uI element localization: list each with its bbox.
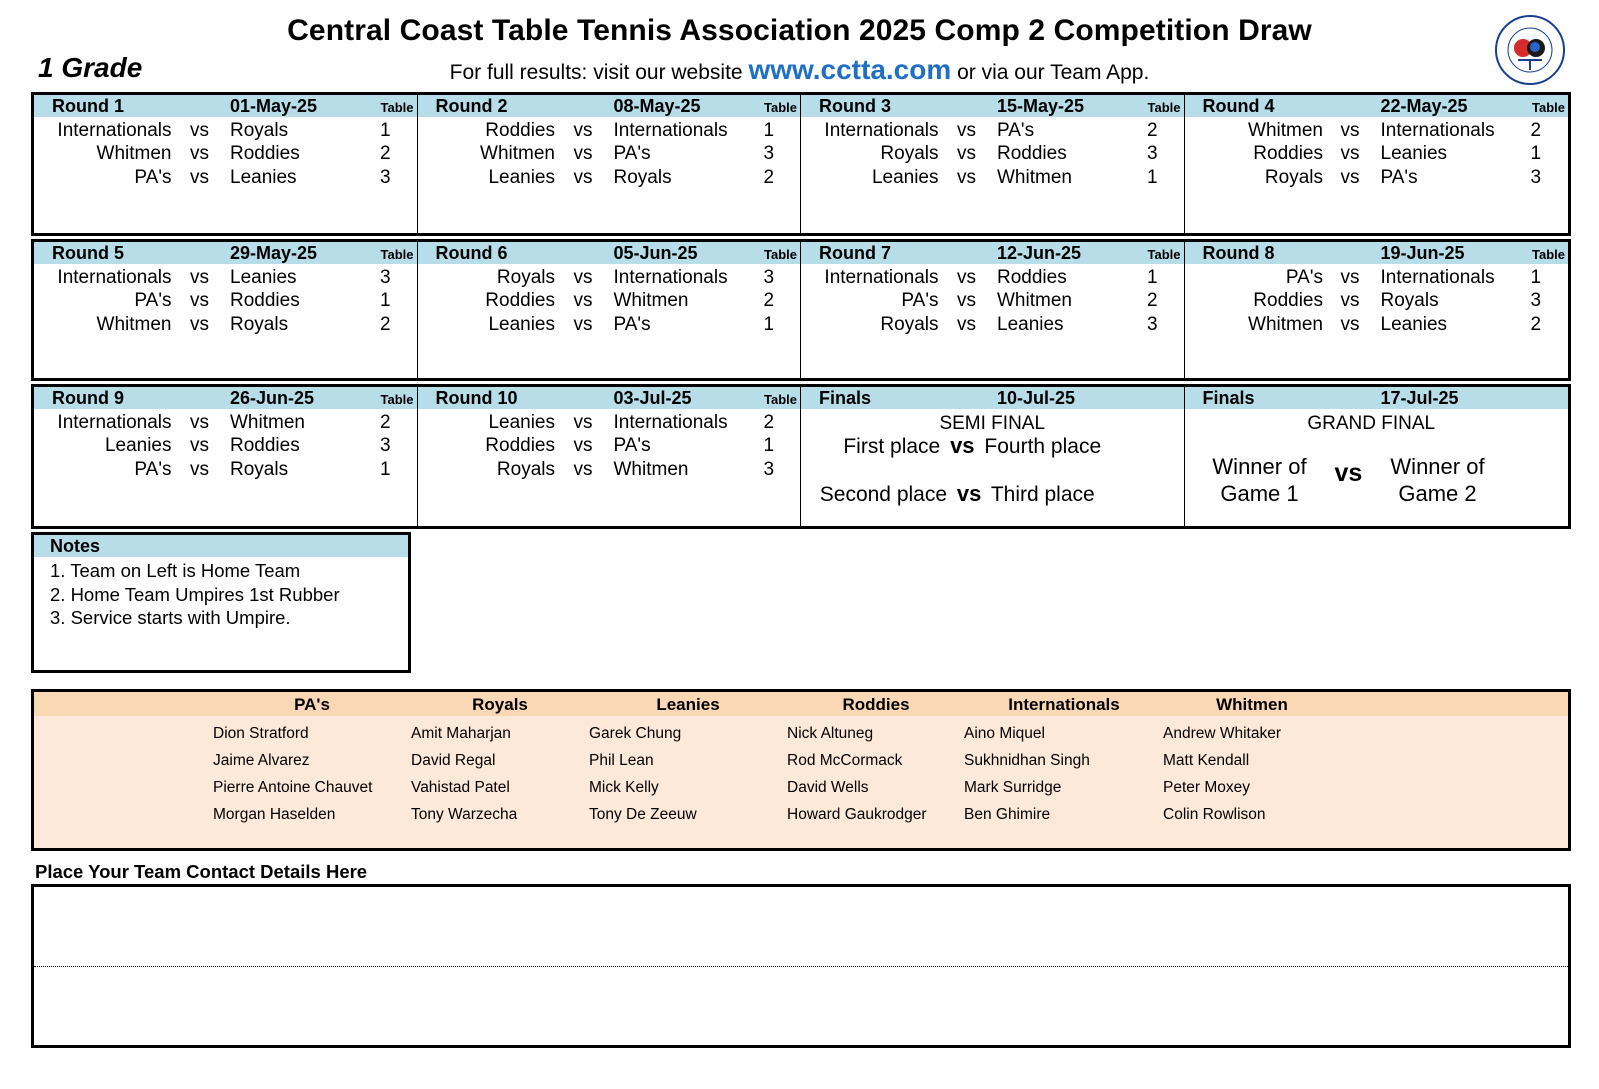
gf-left-line1: Winner of [1212,454,1307,479]
away-team: Roddies [997,143,1067,164]
home-team: Royals [496,267,555,288]
player-name: Mick Kelly [589,779,659,796]
home-team: PA's [1285,267,1323,288]
round-cell [1185,242,1569,378]
match-row [34,290,417,312]
vs-label: vs [957,314,976,335]
away-team: PA's [613,435,651,456]
vs-label: vs [573,435,593,456]
table-column-label: Table [380,392,414,407]
semi-final-title: SEMI FINAL [939,413,1046,434]
table-column-label: Table [1147,100,1181,115]
player-name: Tony Warzecha [411,806,518,823]
round-header [1185,95,1569,117]
table-number: 3 [763,143,775,164]
away-team: Whitmen [613,459,689,480]
round-cell [34,242,418,378]
rounds-row-3 [31,384,1571,529]
vs-label: vs [190,120,209,141]
team-name: Roddies [842,695,910,714]
round-cell [801,95,1185,233]
player-name: Nick Altuneg [787,725,874,742]
table-column-label: Table [764,247,797,262]
away-team: PA's [997,120,1035,141]
player-name: David Regal [411,752,496,769]
match-row [34,167,417,189]
round-date: 29-May-25 [230,243,318,263]
table-number: 2 [380,143,391,164]
grade-label: 1 Grade [38,52,143,83]
away-team: PA's [613,143,651,164]
vs-label: vs [957,290,976,311]
team-rosters [31,689,1571,851]
semi-final-cell [801,387,1185,526]
match-row [418,143,801,165]
home-team: Roddies [1253,143,1323,164]
table-number: 3 [1530,167,1542,188]
round-date: 12-Jun-25 [997,243,1082,263]
table-number: 3 [1147,143,1158,164]
away-team: Whitmen [230,412,305,433]
vs-label: vs [573,267,593,288]
contact-label: Place Your Team Contact Details Here [35,861,368,882]
player-name: Garek Chung [589,725,682,742]
home-team: PA's [134,167,172,188]
website-suffix: or via our Team App. [957,61,1150,84]
home-team: Whitmen [96,143,172,164]
grand-final-right [1373,453,1503,507]
game2-left: Second place [819,483,948,506]
finals-label: Finals [1202,388,1255,408]
gf-right-line1: Winner of [1390,454,1485,479]
player-name: Ben Ghimire [964,806,1051,823]
vs-label: vs [190,290,209,311]
table-column-label: Table [764,392,797,407]
table-number: 2 [763,167,775,188]
gf-left-line2: Game 1 [1220,481,1299,506]
vs-label: vs [1340,143,1360,164]
round-cell [801,242,1185,378]
round-cell [418,387,802,526]
home-team: Roddies [1253,290,1323,311]
home-team: Internationals [824,267,939,288]
table-number: 1 [380,120,391,141]
team-name: Leanies [656,695,720,714]
table-number: 1 [1530,143,1542,164]
away-team: Roddies [997,267,1067,288]
table-number: 2 [763,412,775,433]
vs-label: vs [957,143,976,164]
away-team: Roddies [230,435,300,456]
round-label: Round 7 [819,243,891,263]
vs-label: vs [956,481,982,506]
finals-date: 10-Jul-25 [997,388,1076,408]
table-number: 1 [763,120,775,141]
match-row [1185,290,1569,312]
match-row [1185,143,1569,165]
round-header [801,387,1184,409]
match-row [34,267,417,289]
table-number: 1 [763,435,775,456]
round-label: Round 8 [1202,243,1275,263]
round-date: 03-Jul-25 [613,388,692,408]
table-number: 2 [763,290,775,311]
away-team: PA's [1380,167,1418,188]
round-label: Round 3 [819,96,891,116]
match-row [1185,267,1569,289]
home-team: Royals [880,143,939,164]
home-team: Royals [880,314,939,335]
round-date: 19-Jun-25 [1380,243,1465,263]
vs-label: vs [573,120,593,141]
notes-title: Notes [34,535,408,557]
semi-final-game-1 [801,433,1164,459]
away-team: Leanies [1380,143,1448,164]
round-header [1185,387,1569,409]
table-number: 1 [1530,267,1542,288]
player-name: Rod McCormack [787,752,903,769]
away-team: Royals [1380,290,1439,311]
away-team: Leanies [997,314,1064,335]
vs-label: vs [1340,120,1360,141]
page-title: Central Coast Table Tennis Association 2025 Comp 2 Competition Draw [287,14,1312,47]
vs-label: vs [190,412,209,433]
match-row [418,459,801,481]
away-team: Royals [613,167,672,188]
player-name: Phil Lean [589,752,654,769]
vs-label: vs [190,435,209,456]
vs-label: vs [950,433,975,458]
home-team: PA's [134,459,172,480]
vs-label: vs [1340,290,1360,311]
table-column-label: Table [764,100,797,115]
player-name: Jaime Alvarez [213,752,310,769]
player-name: Pierre Antoine Chauvet [213,779,373,796]
vs-label: vs [190,143,209,164]
cctta-logo-icon [1494,14,1566,86]
finals-date: 17-Jul-25 [1380,388,1459,408]
table-number: 1 [380,459,391,480]
home-team: Leanies [488,412,555,433]
table-column-label: Table [1147,247,1181,262]
table-number: 2 [1530,314,1542,335]
team-name: PA's [294,695,330,714]
match-row [34,120,417,142]
team-header-row [34,692,1568,716]
team-name: Internationals [1008,695,1120,714]
match-row [801,314,1184,336]
player-name: Mark Surridge [964,779,1062,796]
team-name: Royals [472,695,528,714]
away-team: PA's [613,314,651,335]
game1-left: First place [843,435,941,458]
table-number: 3 [380,267,391,288]
vs-label: vs [957,167,976,188]
vs-label: vs [190,167,209,188]
round-date: 15-May-25 [997,96,1085,116]
match-row [1185,167,1569,189]
round-date: 08-May-25 [613,96,701,116]
player-name: Tony De Zeeuw [589,806,697,823]
game2-right: Third place [990,483,1095,506]
table-number: 2 [380,412,391,433]
notes-box [31,532,411,673]
round-header [418,95,801,117]
match-row [801,120,1184,142]
player-name: Aino Miquel [964,725,1045,742]
round-label: Round 2 [435,96,508,116]
player-name: Peter Moxey [1163,779,1251,796]
away-team: Leanies [230,267,297,288]
round-label: Round 10 [435,388,518,408]
round-header [418,242,801,264]
away-team: Roddies [230,290,300,311]
home-team: Internationals [57,412,172,433]
home-team: Roddies [485,290,555,311]
round-header [801,95,1184,117]
player-name: David Wells [787,779,869,796]
vs-label: vs [1340,314,1360,335]
home-team: PA's [134,290,172,311]
away-team: Whitmen [997,167,1072,188]
round-cell [418,95,802,233]
home-team: Roddies [485,120,555,141]
away-team: Whitmen [613,290,689,311]
match-row [418,435,801,457]
player-name: Colin Rowlison [1163,806,1266,823]
round-date: 01-May-25 [230,96,318,116]
round-label: Round 9 [52,388,124,408]
table-number: 2 [1147,120,1158,141]
table-column-label: Table [1532,100,1565,115]
match-row [1185,314,1569,336]
match-row [418,290,801,312]
table-number: 2 [1147,290,1158,311]
round-header [1185,242,1569,264]
match-row [34,143,417,165]
table-number: 3 [763,459,775,480]
vs-label: vs [573,143,593,164]
table-number: 2 [1530,120,1542,141]
contact-divider [34,966,1568,967]
match-row [34,435,417,457]
player-name: Vahistad Patel [411,779,510,796]
semi-final-game-2 [801,481,1149,507]
round-header [418,387,801,409]
round-cell [34,95,418,233]
game1-right: Fourth place [984,435,1102,458]
home-team: Internationals [824,120,939,141]
grand-final-left [1195,453,1325,507]
table-number: 1 [763,314,775,335]
table-number: 1 [380,290,391,311]
round-header [34,95,417,117]
vs-label: vs [957,120,976,141]
away-team: Royals [230,459,289,480]
table-number: 1 [1147,267,1158,288]
match-row [801,267,1184,289]
match-row [801,167,1184,189]
round-header [34,387,417,409]
rounds-row-2 [31,239,1571,381]
round-label: Round 6 [435,243,508,263]
match-row [418,120,801,142]
away-team: Internationals [1380,267,1495,288]
round-date: 22-May-25 [1380,96,1468,116]
gf-right-line2: Game 2 [1398,481,1477,506]
home-team: Internationals [57,267,172,288]
round-cell [1185,95,1569,233]
away-team: Internationals [1380,120,1495,141]
match-row [801,290,1184,312]
vs-label: vs [190,459,209,480]
match-row [34,459,417,481]
home-team: Internationals [57,120,172,141]
away-team: Internationals [613,120,728,141]
away-team: Leanies [1380,314,1448,335]
table-column-label: Table [1532,247,1565,262]
finals-label: Finals [819,388,872,408]
note-item: 3. Service starts with Umpire. [50,607,291,628]
website-link[interactable]: www.cctta.com [748,54,952,85]
table-number: 3 [1530,290,1542,311]
website-line [0,54,1599,86]
round-date: 26-Jun-25 [230,388,315,408]
table-number: 1 [1147,167,1158,188]
away-team: Internationals [613,412,728,433]
away-team: Royals [230,120,289,141]
vs-label: vs [1334,459,1363,487]
grand-final-title: GRAND FINAL [1307,413,1436,434]
vs-label: vs [573,314,593,335]
home-team: PA's [901,290,939,311]
round-header [34,242,417,264]
vs-label: vs [190,267,209,288]
away-team: Royals [230,314,289,335]
table-number: 3 [1147,314,1158,335]
home-team: Royals [496,459,555,480]
player-name: Andrew Whitaker [1163,725,1282,742]
home-team: Leanies [488,314,555,335]
home-team: Roddies [485,435,555,456]
home-team: Whitmen [1248,120,1323,141]
home-team: Leanies [104,435,172,456]
match-row [418,314,801,336]
contact-details-box[interactable] [31,884,1571,1048]
match-row [801,143,1184,165]
player-name: Howard Gaukrodger [787,806,927,823]
vs-label: vs [957,267,976,288]
home-team: Royals [1264,167,1323,188]
table-number: 3 [763,267,775,288]
home-team: Whitmen [480,143,555,164]
round-header [801,242,1184,264]
round-label: Round 5 [52,243,124,263]
round-cell [418,242,802,378]
player-name: Sukhnidhan Singh [964,752,1090,769]
team-name: Whitmen [1216,695,1288,714]
home-team: Whitmen [96,314,172,335]
player-name: Matt Kendall [1163,752,1250,769]
round-cell [34,387,418,526]
vs-label: vs [1340,267,1360,288]
match-row [418,167,801,189]
note-item: 2. Home Team Umpires 1st Rubber [50,584,340,605]
player-name: Amit Maharjan [411,725,511,742]
away-team: Internationals [613,267,728,288]
round-label: Round 4 [1202,96,1275,116]
website-prefix: For full results: visit our website [449,61,743,84]
grand-final-cell [1185,387,1569,526]
table-number: 3 [380,167,391,188]
table-number: 3 [380,435,391,456]
vs-label: vs [1340,167,1360,188]
player-name: Dion Stratford [213,725,309,742]
match-row [1185,120,1569,142]
note-item: 1. Team on Left is Home Team [50,560,301,581]
home-team: Leanies [871,167,939,188]
away-team: Leanies [230,167,297,188]
table-column-label: Table [380,100,414,115]
match-row [418,412,801,434]
round-date: 05-Jun-25 [613,243,698,263]
table-number: 2 [380,314,391,335]
round-label: Round 1 [52,96,124,116]
home-team: Whitmen [1248,314,1323,335]
player-name: Morgan Haselden [213,806,336,823]
vs-label: vs [573,167,593,188]
vs-label: vs [573,290,593,311]
vs-label: vs [573,459,593,480]
table-column-label: Table [380,247,414,262]
home-team: Leanies [488,167,555,188]
away-team: Roddies [230,143,300,164]
match-row [34,412,417,434]
match-row [34,314,417,336]
vs-label: vs [573,412,593,433]
rounds-row-1 [31,92,1571,236]
away-team: Whitmen [997,290,1072,311]
match-row [418,267,801,289]
vs-label: vs [190,314,209,335]
